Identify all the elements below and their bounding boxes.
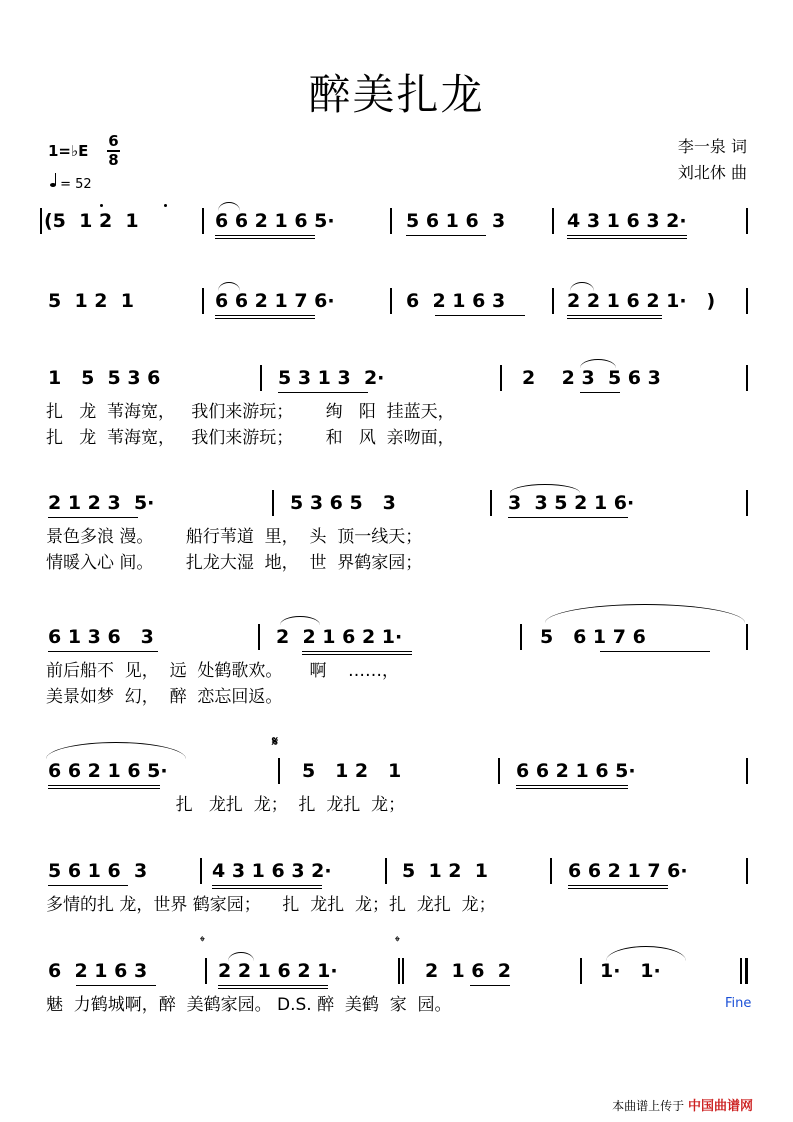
tempo-marking xyxy=(50,177,92,192)
barline xyxy=(520,624,522,650)
measure: 5 6 1 6 3 xyxy=(48,860,148,882)
lyric-verse-2: 美景如梦 幻， 醉 恋忘回返。 xyxy=(46,687,283,707)
measure: 6 6 2 1 6 5· xyxy=(215,210,335,232)
barline xyxy=(385,858,387,884)
page-title: 醉美扎龙 xyxy=(308,70,485,119)
measure: 6 6 2 1 6 5· xyxy=(516,760,636,782)
measure: 6 6 2 1 7 6· xyxy=(215,290,335,312)
measure: 1· 1· xyxy=(600,960,661,982)
barline xyxy=(746,758,748,784)
lyric-verse-1: 魅 力鹤城啊，醉 美鹤家园。 D.S. 醉 美鹤 家 园。 xyxy=(46,995,452,1015)
measure: 2 2 1 6 2 1· xyxy=(276,626,403,648)
measure: 5 3 6 5 3 xyxy=(290,492,396,514)
time-signature xyxy=(107,134,120,168)
barline xyxy=(490,490,492,516)
barline xyxy=(552,288,554,314)
lyric-verse-1: 扎 龙 苇海宽， 我们来游玩； 绚 阳 挂蓝天， xyxy=(46,402,455,422)
final-barline xyxy=(740,958,742,984)
lyric-verse-1: 多情的扎 龙，世界 鹤家园； 扎 龙扎 龙；扎 龙扎 龙； xyxy=(46,895,496,915)
barline xyxy=(498,758,500,784)
measure: 4 3 1 6 3 2· xyxy=(212,860,332,882)
barline xyxy=(746,624,748,650)
coda-icon: 𝄌 xyxy=(200,934,205,950)
barline xyxy=(390,288,392,314)
repeat-barline xyxy=(398,958,400,984)
fine-marking: Fine xyxy=(725,996,752,1011)
measure: 5 3 1 3 2· xyxy=(278,367,385,389)
key-signature: 1=♭E xyxy=(48,142,89,160)
footer-text: 本曲谱上传于 xyxy=(612,1099,685,1113)
lyric-verse-2: 情暖入心 间。 扎龙大湿 地， 世 界鹤家园； xyxy=(46,553,423,573)
measure: 2 2 1 6 2 1· ) xyxy=(567,290,716,312)
measure: 3 3 5 2 1 6· xyxy=(508,492,635,514)
lyric-verse-1: 景色多浪 漫。 船行苇道 里， 头 顶一线天； xyxy=(46,527,423,547)
measure: 2 1 2 3 5· xyxy=(48,492,155,514)
measure: 6 2 1 6 3 xyxy=(406,290,506,312)
measure: (5 1 2 1 xyxy=(44,210,139,232)
barline xyxy=(200,858,202,884)
final-barline xyxy=(745,958,748,984)
measure: 6 2 1 6 3 xyxy=(48,960,148,982)
barline xyxy=(552,208,554,234)
measure: 2 2 3 5 6 3 xyxy=(522,367,661,389)
measure: 5 6 1 7 6 xyxy=(540,626,646,648)
barline xyxy=(500,365,502,391)
measure: 1 5 5 3 6 xyxy=(48,367,161,389)
measure: 5 1 2 1 xyxy=(48,290,134,312)
barline xyxy=(746,490,748,516)
measure: 4 3 1 6 3 2· xyxy=(567,210,687,232)
quarter-note-icon xyxy=(50,183,56,187)
barline xyxy=(40,208,42,234)
barline xyxy=(202,208,204,234)
measure: 6 1 3 6 3 xyxy=(48,626,154,648)
measure: 5 1 2 1 xyxy=(302,760,402,782)
barline xyxy=(202,288,204,314)
tempo-value: = 52 xyxy=(60,177,92,192)
measure: 6 6 2 1 7 6· xyxy=(568,860,688,882)
measure: 2 2 1 6 2 1· xyxy=(218,960,338,982)
barline xyxy=(550,858,552,884)
barline xyxy=(746,288,748,314)
measure: 5 1 2 1 xyxy=(402,860,488,882)
barline xyxy=(580,958,582,984)
barline xyxy=(278,758,280,784)
measure: 6 6 2 1 6 5· xyxy=(48,760,168,782)
lyricist-credit: 李一泉 词 xyxy=(677,137,747,156)
barline xyxy=(746,208,748,234)
segno-icon: 𝄋 xyxy=(272,734,279,750)
barline xyxy=(746,858,748,884)
lyric-verse-2: 扎 龙 苇海宽， 我们来游玩； 和 风 亲吻面， xyxy=(46,428,455,448)
coda-icon: 𝄌 xyxy=(395,934,400,950)
measure: 2 1 6 2 xyxy=(425,960,511,982)
barline xyxy=(260,365,262,391)
meter-numerator: 6 xyxy=(108,132,119,150)
barline xyxy=(746,365,748,391)
repeat-barline xyxy=(402,958,404,984)
barline xyxy=(205,958,207,984)
barline xyxy=(258,624,260,650)
lyric-verse-1: 前后船不 见， 远 处鹤歌欢。 啊 ……， xyxy=(46,661,400,681)
composer-credit: 刘北休 曲 xyxy=(677,163,747,182)
footer-credit xyxy=(612,1095,753,1114)
barline xyxy=(272,490,274,516)
meter-denominator: 8 xyxy=(108,150,119,169)
barline xyxy=(390,208,392,234)
site-logo[interactable]: 中国曲谱网 xyxy=(687,1099,753,1114)
lyric-verse-1: 扎 龙扎 龙； 扎 龙扎 龙； xyxy=(46,795,406,815)
measure: 5 6 1 6 3 xyxy=(406,210,506,232)
